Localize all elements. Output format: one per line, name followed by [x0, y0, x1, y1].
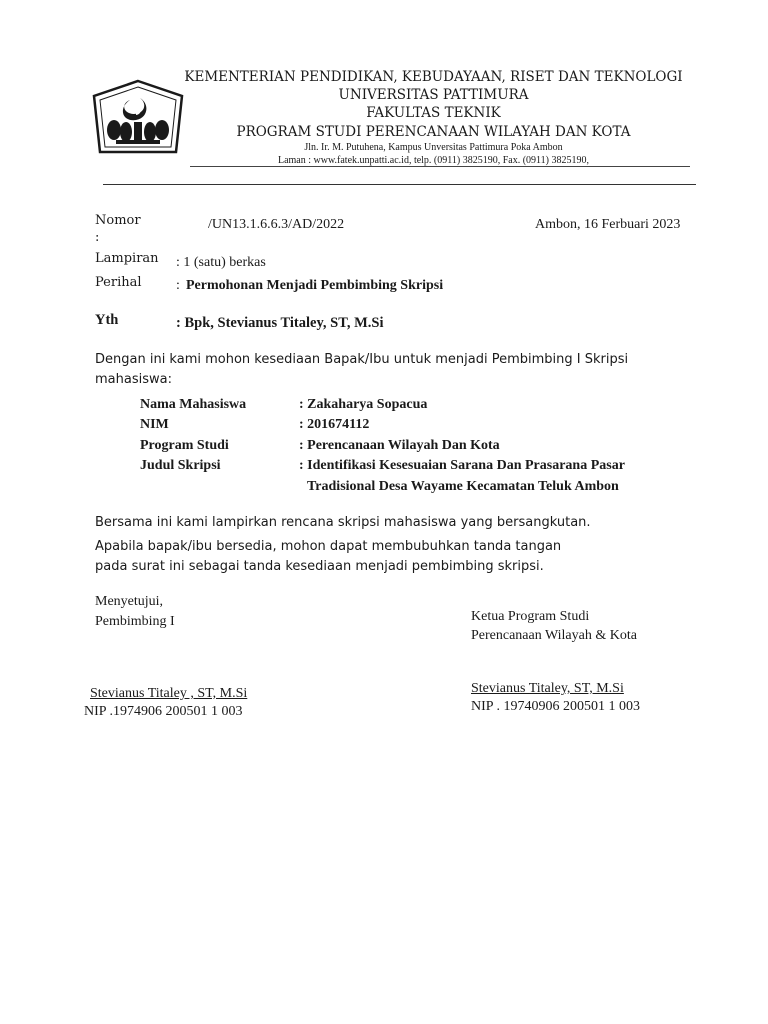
letterhead-divider-thin	[190, 166, 690, 167]
perihal-label: Perihal	[95, 275, 142, 290]
head-name: Stevianus Titaley, ST, M.Si	[471, 681, 624, 696]
nomor-label: Nomor	[95, 213, 141, 228]
perihal-value: Permohonan Menjadi Pembimbing Skripsi	[186, 278, 444, 293]
supervisor-title: Pembimbing I	[95, 614, 175, 629]
student-program-label: Program Studi	[140, 438, 229, 453]
program-name: PROGRAM STUDI PERENCANAAN WILAYAH DAN KOTA	[236, 124, 631, 140]
letter-date: Ambon, 16 Ferbuari 2023	[535, 217, 681, 232]
letterhead-divider	[103, 184, 696, 185]
yth-label: Yth	[95, 312, 119, 328]
supervisor-nip: NIP .1974906 200501 1 003	[84, 704, 243, 719]
head-title-line2: Perencanaan Wilayah & Kota	[471, 628, 637, 643]
lampiran-value: : 1 (satu) berkas	[176, 255, 266, 270]
student-nim-label: NIM	[140, 417, 169, 432]
request-paragraph: Apabila bapak/ibu bersedia, mohon dapat membubuhkan tanda tangan pada surat ini sebagai tanda kesediaan menjadi pembimbing skripsi.	[95, 539, 562, 574]
address-line: Jln. Ir. M. Putuhena, Kampus Unversitas Pattimura Poka Ambon	[304, 142, 563, 153]
head-title-line1: Ketua Program Studi	[471, 609, 590, 624]
perihal-colon: :	[176, 278, 180, 293]
approval-label: Menyetujui,	[95, 594, 164, 609]
student-name-value: : Zakaharya Sopacua	[299, 397, 428, 412]
nomor-value: /UN13.1.6.6.3/AD/2022	[208, 217, 345, 232]
faculty-name: FAKULTAS TEKNIK	[366, 105, 501, 121]
university-name: UNIVERSITAS PATTIMURA	[338, 87, 529, 103]
yth-value: : Bpk, Stevianus Titaley, ST, M.Si	[176, 315, 384, 331]
head-nip: NIP . 19740906 200501 1 003	[471, 699, 641, 714]
attachment-paragraph: Bersama ini kami lampirkan rencana skripsi mahasiswa yang bersangkutan.	[95, 515, 591, 530]
nomor-colon: :	[95, 230, 100, 245]
intro-paragraph: Dengan ini kami mohon kesediaan Bapak/Ibu untuk menjadi Pembimbing I Skripsi mahasiswa:	[95, 352, 629, 387]
supervisor-name: Stevianus Titaley , ST, M.Si	[90, 686, 248, 701]
student-thesis-value-line2: Tradisional Desa Wayame Kecamatan Teluk Ambon	[307, 479, 619, 494]
contact-line: Laman : www.fatek.unpatti.ac.id, telp. (0911) 3825190, Fax. (0911) 3825190,	[277, 155, 590, 166]
student-name-label: Nama Mahasiswa	[140, 397, 247, 412]
student-nim-value: : 201674112	[299, 417, 370, 432]
student-thesis-value: : Identifikasi Kesesuaian Sarana Dan Prasarana Pasar	[299, 458, 625, 473]
student-program-value: : Perencanaan Wilayah Dan Kota	[299, 438, 500, 453]
ministry-name: KEMENTERIAN PENDIDIKAN, KEBUDAYAAN, RISET DAN TEKNOLOGI	[184, 69, 683, 85]
lampiran-label: Lampiran	[95, 251, 159, 266]
student-thesis-label: Judul Skripsi	[140, 458, 221, 473]
